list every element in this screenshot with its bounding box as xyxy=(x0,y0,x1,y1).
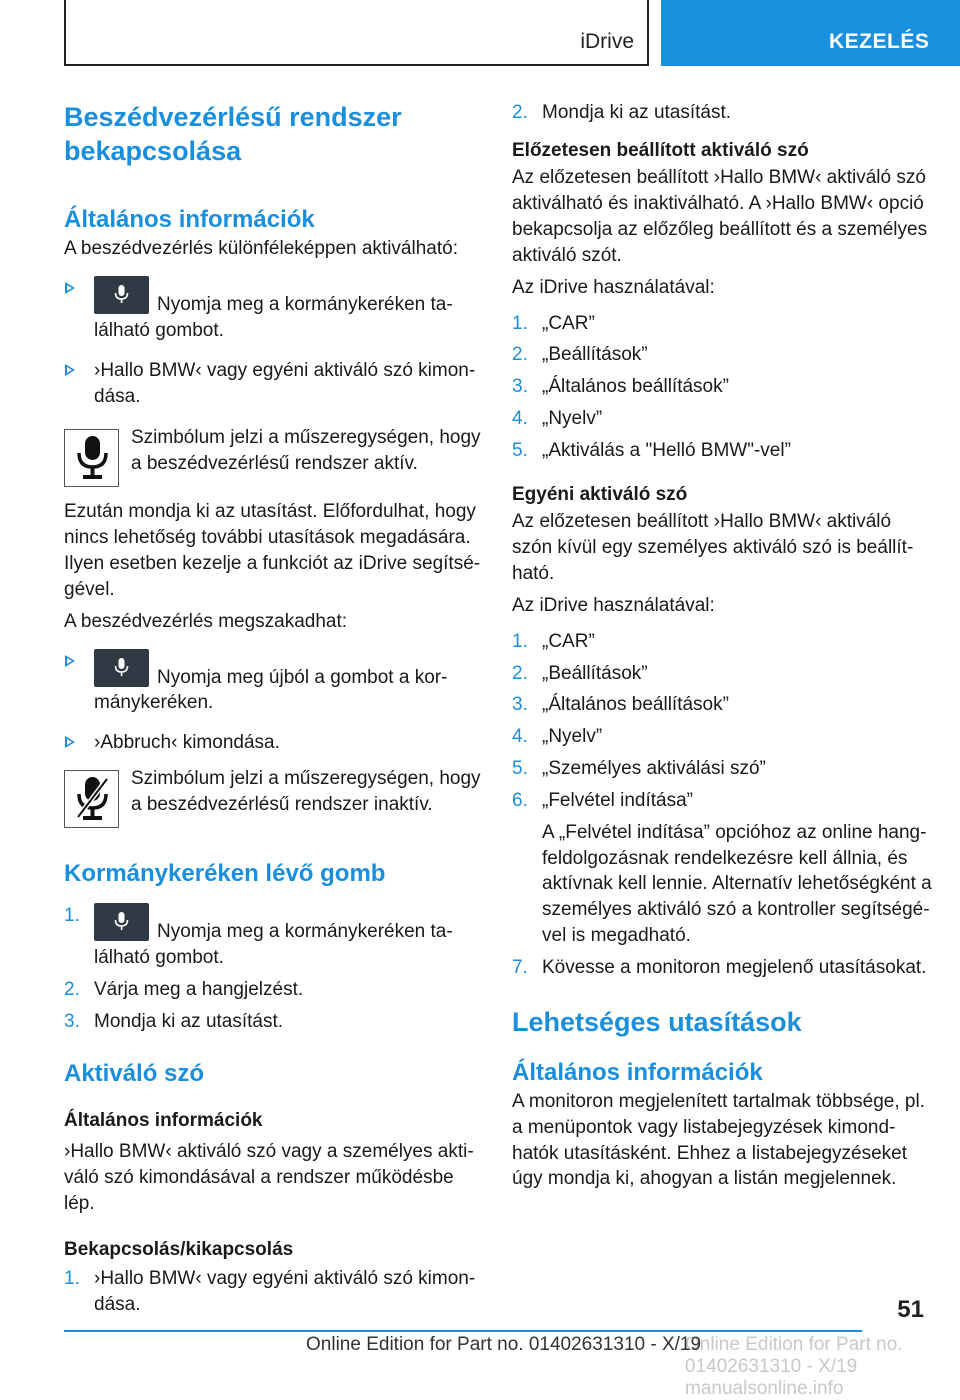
footer-divider xyxy=(64,1330,862,1332)
list-item: 1. „CAR” xyxy=(512,312,595,334)
list-item: 3. Mondja ki az utasítást. xyxy=(64,1010,284,1032)
commands-text: A monitoron megjelenített tartalmak többsége, pl. a menüpontok vagy listabejegyzések kimondhatók utasításként. Ehhez a listabejegyzéseket úgy mondja ki, ahogyan a listán megjelennek. xyxy=(512,1090,925,1190)
left-column xyxy=(64,100,484,1318)
page-number: 51 xyxy=(897,1296,924,1323)
voice-active-icon xyxy=(64,429,119,487)
microphone-button-icon xyxy=(94,649,149,687)
commands-general-heading: Általános információk xyxy=(512,1058,763,1086)
step-note: A „Felvétel indítása” opcióhoz az online hangfeldolgozásnak rendelkezésre kell állnia, és aktívnak kell lennie. Alternatív lehetőségként a személyes aktiváló szó a kontroller segítségével is megadható. xyxy=(542,821,932,946)
header-chapter-tab xyxy=(661,0,960,66)
list-item: ›Hallo BMW‹ vagy egyéni aktiváló szó kimondása. xyxy=(64,358,484,410)
custom-heading: Egyéni aktiváló szó xyxy=(512,483,688,505)
bullet-triangle-icon xyxy=(65,364,75,376)
onoff-heading: Bekapcsolás/kikapcsolás xyxy=(64,1238,294,1260)
general-heading: Általános információk xyxy=(64,206,315,234)
list-item: 3. „Általános beállítások” xyxy=(512,694,729,716)
footer-edition: Online Edition for Part no. 01402631310 - X/19 xyxy=(306,1334,702,1355)
preset-text: Az előzetesen beállított ›Hallo BMW‹ aktiváló szó aktiválható és inaktiválható. A ›Hallo BMW‹ opció bekapcsolja az előzőleg beállított és a személyes aktiváló szót. xyxy=(512,167,928,266)
interrupt-intro: A beszédvezérlés megszakadhat: xyxy=(64,610,348,632)
wake-heading: Aktiváló szó xyxy=(64,1060,205,1088)
list-item: 1. Nyomja meg a kormánykeréken található gombot. xyxy=(64,905,453,968)
list-item: 1. „CAR” xyxy=(512,630,595,652)
list-item: 6. „Felvétel indítása” A „Felvétel indítása” opcióhoz az online hangfeldolgozásnak rendelkezésre kell állnia, és aktívnak kell lennie. Alternatív lehetőségként a személyes aktiváló szó a kontroller segítségével is megadható. xyxy=(512,788,932,949)
bullet-triangle-icon xyxy=(65,736,75,748)
list-item: 2. „Beállítások” xyxy=(512,662,648,684)
activation-intro: A beszédvezérlés különféleképpen aktiválható: xyxy=(64,238,458,260)
footer-watermark: Online Edition for Part no. 01402631310 - X/19 manualsonline.info xyxy=(685,1334,903,1399)
wake-general-text: ›Hallo BMW‹ aktiváló szó vagy a személyes aktiváló szó kimondásával a rendszer működésbe lép. xyxy=(64,1141,474,1214)
list-item: 5. „Aktiválás a "Helló BMW"-vel” xyxy=(512,439,791,461)
header-section-title: iDrive xyxy=(580,30,634,53)
list-item: Nyomja meg a kormánykeréken található gombot. xyxy=(64,276,484,344)
preset-heading: Előzetesen beállított aktiváló szó xyxy=(512,139,809,161)
list-item: 5. „Személyes aktiválási szó” xyxy=(512,758,766,780)
after-text: Ezután mondja ki az utasítást. Előfordulhat, hogy nincs lehetőség további utasítások megadására. Ilyen esetben kezelje a funkciót az iDrive segítségével. xyxy=(64,501,481,600)
note-active: Szimbólum jelzi a műszeregységen, hogy a beszédvezérlésű rendszer aktív. xyxy=(64,425,484,487)
steering-heading: Kormánykeréken lévő gomb xyxy=(64,859,386,887)
note-inactive: Szimbólum jelzi a műszeregységen, hogy a beszédvezérlésű rendszer inaktív. xyxy=(64,766,484,828)
list-item: 7. Kövesse a monitoron megjelenő utasításokat. xyxy=(512,956,927,978)
header-frame xyxy=(64,0,649,66)
list-item: 2. Mondja ki az utasítást. xyxy=(512,102,732,123)
list-item: 2. „Beállítások” xyxy=(512,344,648,366)
preset-idrive: Az iDrive használatával: xyxy=(512,276,715,298)
list-item: ›Abbruch‹ kimondása. xyxy=(64,730,484,756)
commands-heading: Lehetséges utasítások xyxy=(512,1006,802,1037)
custom-idrive: Az iDrive használatával: xyxy=(512,594,715,616)
list-item: 1. ›Hallo BMW‹ vagy egyéni aktiváló szó kimondása. xyxy=(64,1268,476,1316)
microphone-button-icon xyxy=(94,903,149,941)
custom-text: Az előzetesen beállított ›Hallo BMW‹ aktiváló szón kívül egy személyes aktiváló szó is beállítható. xyxy=(512,511,914,585)
list-item: 4. „Nyelv” xyxy=(512,408,603,430)
page-title: Beszédvezérlésű rendszer bekapcsolása xyxy=(64,102,402,167)
voice-inactive-icon xyxy=(64,770,119,828)
bullet-triangle-icon xyxy=(65,655,75,667)
header-chapter-label: KEZELÉS xyxy=(829,30,930,53)
list-item: 3. „Általános beállítások” xyxy=(512,376,729,398)
right-column xyxy=(512,100,932,1192)
microphone-button-icon xyxy=(94,276,149,314)
list-item: 2. Várja meg a hangjelzést. xyxy=(64,978,304,1000)
wake-general-heading: Általános információk xyxy=(64,1109,263,1131)
list-item: 4. „Nyelv” xyxy=(512,726,603,748)
list-item: Nyomja meg újból a gombot a kormánykeréken. xyxy=(64,649,484,717)
bullet-triangle-icon xyxy=(65,282,75,294)
